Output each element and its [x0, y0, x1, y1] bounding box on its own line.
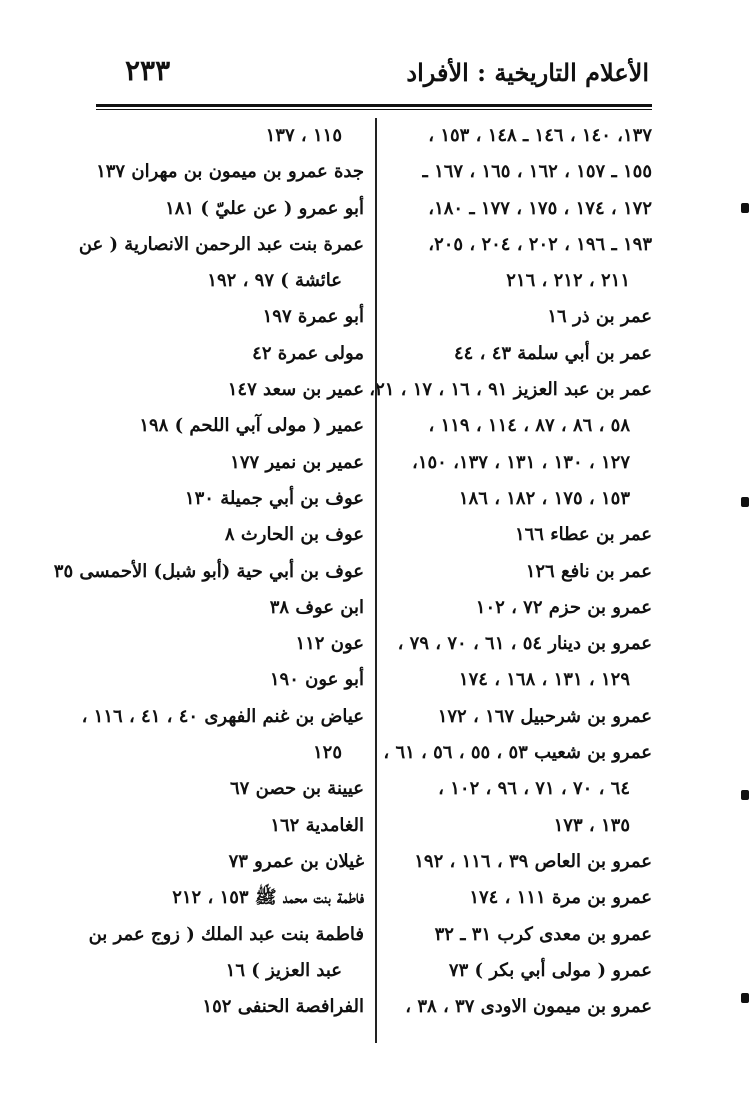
index-entry: ١٢٧ ، ١٣٠ ، ١٣١ ، ١٣٧، ١٥٠،	[412, 451, 630, 473]
index-entry: عمرو بن دينار ٥٤ ، ٦١ ، ٧٠ ، ٧٩ ،	[397, 633, 652, 655]
index-entry: عمرو بن ميمون الاودى ٣٧ ، ٣٨ ،	[405, 996, 652, 1018]
index-entry: ٥٨ ، ٨٦ ، ٨٧ ، ١١٤ ، ١١٩ ،	[428, 415, 630, 437]
index-entry: عمرو ( مولى أبي بكر ) ٧٣	[448, 959, 652, 981]
index-entry: أبو عون ١٩٠	[269, 669, 364, 691]
index-entry: عمرو بن معدى كرب ٣١ ـ ٣٢	[434, 923, 652, 945]
index-entry: أبو عمرو ( عن عليّ ) ١٨١	[165, 197, 364, 219]
column-divider	[375, 118, 377, 1043]
index-entry: عمرة بنت عبد الرحمن الانصارية ( عن	[78, 233, 364, 255]
index-entry: أبو عمرة ١٩٧	[262, 306, 364, 328]
index-entry: عوف بن الحارث ٨	[224, 524, 364, 546]
index-entry: عوف بن أبي جميلة ١٣٠	[184, 487, 364, 509]
index-entry: جدة عمرو بن ميمون بن مهران ١٣٧	[96, 161, 364, 183]
index-entry: عوف بن أبي حية (أبو شبل) الأحمسى ٣٥	[53, 560, 364, 582]
index-entry: ١٣٥ ، ١٧٣	[553, 814, 630, 836]
margin-mark	[741, 993, 749, 1003]
index-entry: عمر بن عطاء ١٦٦	[514, 524, 652, 546]
index-entry: عمير بن نمير ١٧٧	[230, 451, 364, 473]
index-entry: فاطمة بنت محمد ﷺ ١٥٣ ، ٢١٢	[172, 887, 364, 909]
index-entry: عياض بن غنم الفهرى ٤٠ ، ٤١ ، ١١٦ ،	[81, 705, 364, 727]
index-entry: عيينة بن حصن ٦٧	[230, 778, 364, 800]
index-entry: عمر بن عبد العزيز ٩١ ، ١٦ ، ١٧ ، ٢١،	[369, 379, 652, 401]
index-entry: عون ١١٢	[295, 633, 364, 655]
index-entry: عمر بن أبي سلمة ٤٣ ، ٤٤	[454, 342, 652, 364]
index-entry: عمر بن ذر ١٦	[547, 306, 652, 328]
index-entry: الفرافصة الحنفى ١٥٢	[202, 996, 364, 1018]
index-entry: عمرو بن العاص ٣٩ ، ١١٦ ، ١٩٢	[414, 850, 652, 872]
page-number: ٢٣٣	[125, 54, 171, 87]
right-column	[369, 118, 652, 1025]
index-entry: عمير ( مولى آبي اللحم ) ١٩٨	[139, 415, 364, 437]
index-entry: عمرو بن شرحبيل ١٦٧ ، ١٧٢	[437, 705, 652, 727]
index-entry: ١٥٣ ، ١٧٥ ، ١٨٢ ، ١٨٦	[458, 487, 630, 509]
index-entry: فاطمة بنت عبد الملك ( زوج عمر بن	[88, 923, 364, 945]
index-entry: ١٩٣ ـ ١٩٦ ، ٢٠٢ ، ٢٠٤ ، ٢٠٥،	[428, 233, 652, 255]
index-entry: عمرو بن حزم ٧٢ ، ١٠٢	[475, 596, 652, 618]
index-entry: الغامدية ١٦٢	[270, 814, 364, 836]
margin-mark	[741, 497, 749, 507]
running-title: الأعلام التاريخية : الأفراد	[406, 58, 649, 87]
index-entry: عمرو بن شعيب ٥٣ ، ٥٥ ، ٥٦ ، ٦١ ،	[383, 742, 652, 764]
margin-mark	[741, 203, 749, 213]
header-rule	[96, 104, 652, 107]
index-entry: عبد العزيز ) ١٦	[225, 959, 342, 981]
index-entry: عائشة ) ٩٧ ، ١٩٢	[207, 270, 342, 292]
page-header	[95, 52, 649, 100]
index-entry: ١٢٥	[312, 742, 342, 764]
index-entry: ١٣٧، ١٤٠ ، ١٤٦ ـ ١٤٨ ، ١٥٣ ،	[428, 125, 652, 146]
index-entry: عمير بن سعد ١٤٧	[227, 379, 364, 401]
index-entry: ١١٥ ، ١٣٧	[265, 125, 342, 146]
index-entry: عمرو بن مرة ١١١ ، ١٧٤	[469, 887, 652, 909]
index-entry: ١٢٩ ، ١٣١ ، ١٦٨ ، ١٧٤	[458, 669, 630, 691]
index-entry: ٦٤ ، ٧٠ ، ٧١ ، ٩٦ ، ١٠٢ ،	[438, 778, 630, 800]
index-entry: مولى عمرة ٤٢	[252, 342, 364, 364]
index-entry: ١٧٢ ، ١٧٤ ، ١٧٥ ، ١٧٧ ـ ١٨٠،	[428, 197, 652, 219]
left-column	[53, 118, 364, 1025]
margin-mark	[741, 790, 749, 800]
index-entry: عمر بن نافع ١٢٦	[525, 560, 652, 582]
index-entry: ١٥٥ ـ ١٥٧ ، ١٦٢ ، ١٦٥ ، ١٦٧ ـ	[422, 161, 652, 183]
header-rule-thin	[96, 109, 652, 110]
index-entry: غيلان بن عمرو ٧٣	[228, 850, 364, 872]
index-entry: ٢١١ ، ٢١٢ ، ٢١٦	[506, 270, 630, 292]
index-entry: ابن عوف ٣٨	[269, 596, 364, 618]
